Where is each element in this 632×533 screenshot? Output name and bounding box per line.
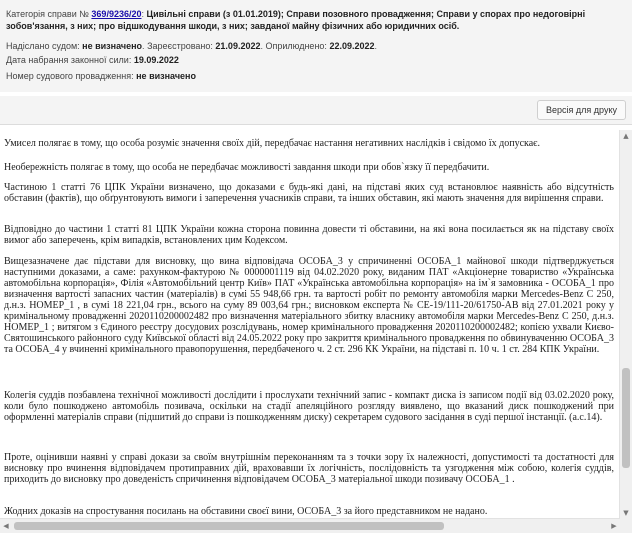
effective-row — [6, 54, 626, 66]
paragraph: Необережність полягає в тому, що особа не передбачає можливості завдання шкоди при обов`язку її передбачити. — [4, 162, 490, 173]
proceeding-value: не визначено — [136, 71, 196, 81]
paragraph: Проте, оцінивши наявні у справі докази за своїм внутрішнім переконанням та з точки зору їх належності, допустимості та достатності для висновку про вчинення відповідачем протиправних дій, враховавши їх логічність, послідовність та узгодження між собою, колегія суддів, приходить до висновку про доведеність спричинення відповідачем ОСОБА_3 матеріальної шкоди позивачу ОСОБА_1 . — [4, 452, 614, 485]
paragraph: Умисел полягає в тому, що особа розуміє значення своїх дій, передбачає настання негативних наслідків і свідомо їх допускає. — [4, 138, 540, 149]
document-body — [4, 130, 616, 518]
registered-value: 21.09.2022 — [215, 41, 261, 51]
scroll-right-arrow-icon[interactable]: ▶ — [611, 522, 617, 530]
horizontal-scrollbar[interactable] — [0, 518, 620, 533]
vertical-scrollbar[interactable] — [619, 130, 632, 533]
proceeding-row — [6, 70, 626, 82]
paragraph: Частиною 1 статті 76 ЦПК України визначено, що доказами є будь-які дані, на підставі яких суд встановлює наявність або відсутність обставин (фактів), що обґрунтовують вимоги і заперечення учасників справи, та інших обставин, які мають значення для вирішення справи. — [4, 182, 614, 204]
sent-value: не визначено — [82, 41, 143, 51]
paragraph: Вищезазначене дає підстави для висновку, що вина відповідача ОСОБА_3 у спричиненні ОСОБА_1 майнової шкоди підтверджується наступними доказами, а саме: рахунком-фактурою № 0000001119 від 04.02.2020 року, виданим ПАТ «Акціонерне товариство «Українська автомобільна корпорація», Філія «Автомобільний центр Київ» ПАТ «Українська автомобільна корпорація» на ім`я замовника - ОСОБА_1 про визначення вартості запасних частин (матеріалів) в сумі 55 948,66 грн. та вартості робіт по ремонту автомобіля марки Mercedes-Benz С 250, д.н.з. НОМЕР_1 , в сумі 18 221,04 грн., всього на суму 89 003,64 грн.; висновком експерта № СЕ-19/111-20/61750-АВ від 27.01.2021 року у кримінальному провадженні 2020110200002482 про визначення матеріального збитку власнику автомобіля марки Mercedes-Benz С 250, д.н.з. НОМЕР_1 ; витягом з Єдиного реєстру досудових розслідувань, номер кримінального провадження 2020110200002482; копією ухвали Києво-Святошинського районного суду Київської області від 24.05.2022 року про закриття кримінального провадження по обвинуваченню ОСОБА_3 та ОСОБА_4 у вчиненні кримінального правопорушення, передбаченого ч. 2 ст. 296 КК України, на підставі п. 10 ч. 1 ст. 284 КПК України. — [4, 256, 614, 355]
dates-row: Надіслано судом: не визначено. Зареєстровано: 21.09.2022. Оприлюднено: 22.09.2022. — [6, 41, 377, 51]
category-label: Категорія справи № — [6, 9, 89, 19]
case-metadata — [0, 0, 632, 92]
registered-label: Зареєстровано: — [147, 41, 213, 51]
horizontal-scroll-thumb[interactable] — [14, 522, 444, 530]
scroll-down-arrow-icon[interactable]: ▼ — [623, 509, 629, 517]
paragraph: Відповідно до частини 1 статті 81 ЦПК України кожна сторона повинна довести ті обставини, на які вона посилається як на підставу своїх вимог або заперечень, крім випадків, встановлених цим Кодексом. — [4, 224, 614, 246]
sent-label: Надіслано судом: — [6, 41, 80, 51]
scroll-up-arrow-icon[interactable]: ▲ — [623, 132, 629, 140]
category-text: Цивільні справи (з 01.01.2019); Справи позовного провадження; Справи у спорах про недоговірні зобов'язання, з них; про відшкодування шкоди, з них; завданої майну фізичних або юридичних осіб. — [6, 9, 586, 31]
scroll-left-arrow-icon[interactable]: ◀ — [3, 522, 9, 530]
paragraph: Колегія суддів позбавлена технічної можливості дослідити і прослухати технічний запис - компакт диска із записом події від 03.02.2020 року, коли було пошкоджено автомобіль позивача, оскільки на стадії апеляційного розгляду виявлено, що вказаний диск пошкоджений при оформленні матеріалів справи (підшитий до справи із пошкодженням диску) секретарем судового засідання в суді першої інстанції. (а.с.14). — [4, 390, 614, 423]
effective-value: 19.09.2022 — [133, 55, 179, 65]
proceeding-label: Номер судового провадження: — [6, 71, 134, 81]
vertical-scroll-thumb[interactable] — [622, 368, 630, 468]
published-value: 22.09.2022 — [329, 41, 375, 51]
print-toolbar — [0, 96, 632, 125]
case-number-link[interactable]: 369/9236/20 — [91, 9, 142, 19]
print-version-button[interactable]: Версія для друку — [537, 100, 626, 120]
paragraph: Жодних доказів на спростування посилань на обставини своєї вини, ОСОБА_3 за його представником не надано. — [4, 506, 488, 517]
category-row: Категорія справи № 369/9236/20: Цивільні справи (з 01.01.2019); Справи позовного провадження; Справи у спорах про недоговірні зобов'язання, з них; про відшкодування шкоди, з них; завданої майну фізичних або юридичних осіб. — [6, 9, 586, 31]
published-label: Оприлюднено: — [265, 41, 327, 51]
effective-label: Дата набрання законної сили: — [6, 55, 132, 65]
